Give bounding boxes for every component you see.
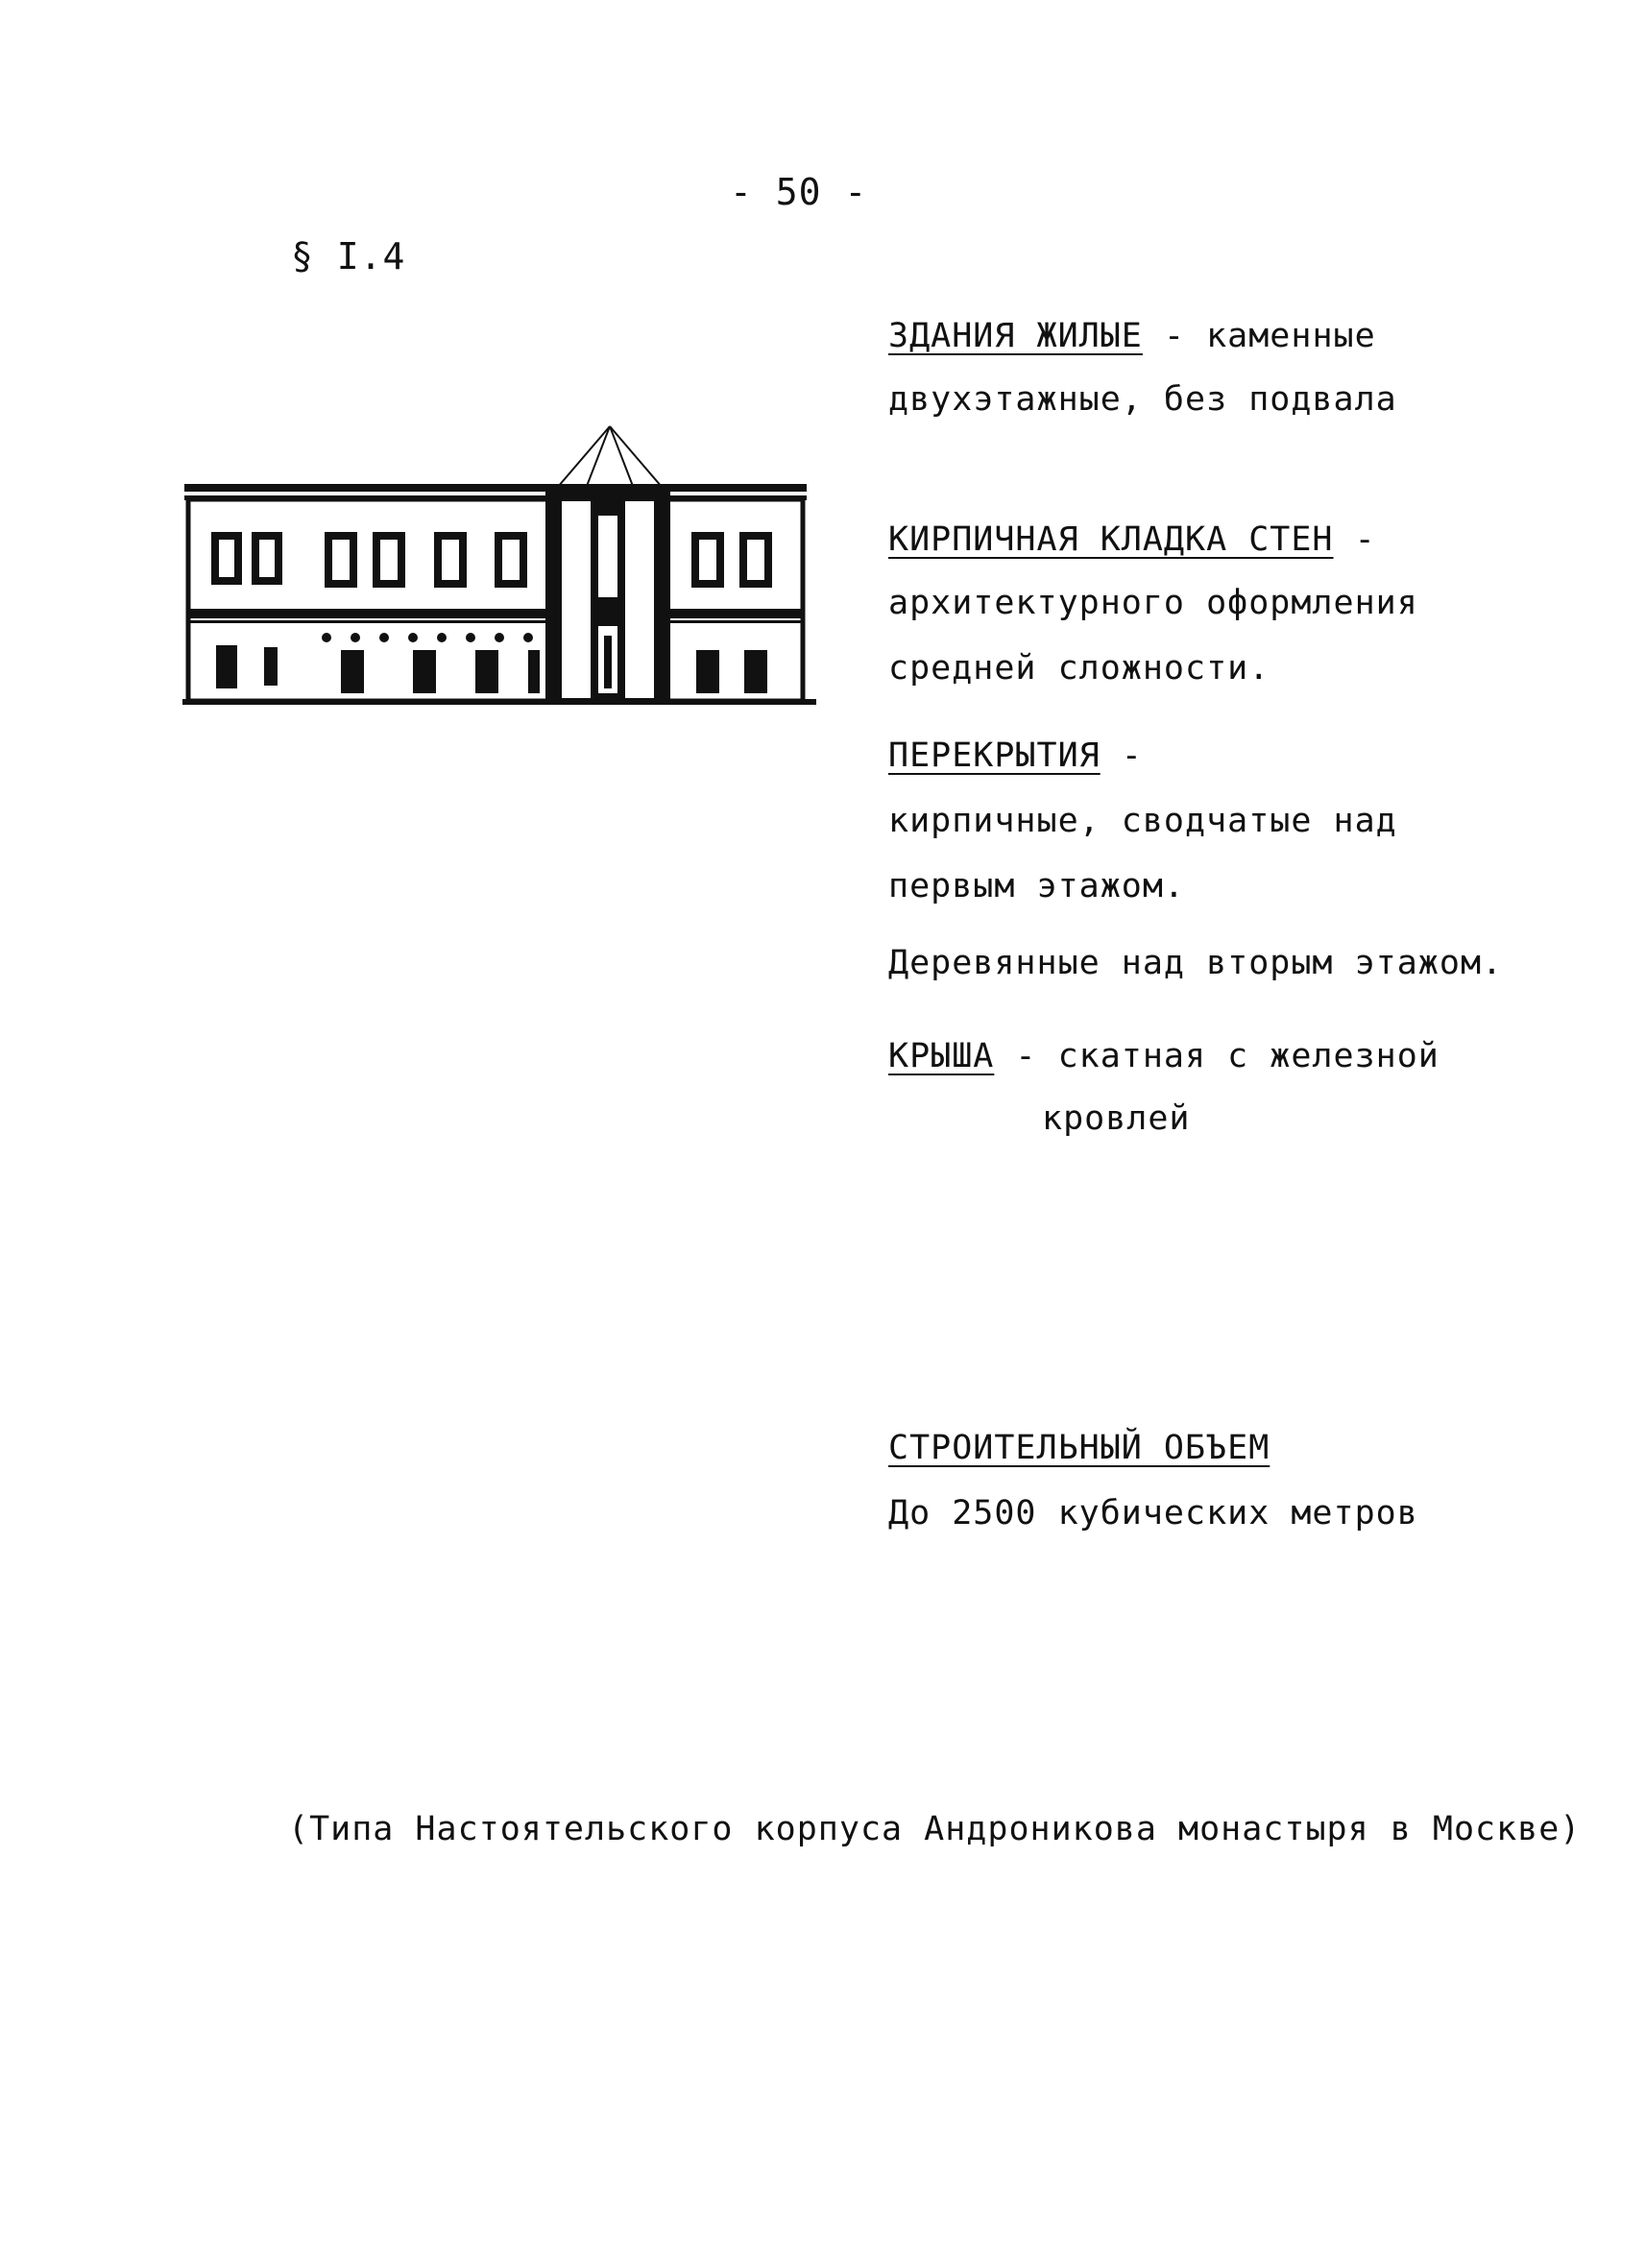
floors-heading: ПЕРЕКРЫТИЯ	[888, 736, 1101, 775]
volume-heading: СТРОИТЕЛЬНЫЙ ОБЪЕМ	[888, 1429, 1270, 1467]
roof-heading: КРЫША	[888, 1037, 995, 1075]
buildings-heading: ЗДАНИЯ ЖИЛЫЕ	[888, 317, 1143, 355]
roof-line-1	[888, 1037, 1439, 1075]
buildings-line-1	[888, 317, 1376, 355]
roof-line-2: кровлей	[1042, 1099, 1191, 1138]
masonry-line-3: средней сложности.	[888, 649, 1270, 688]
roof-description: - скатная с железной	[994, 1037, 1439, 1075]
page-number: - 50 -	[730, 171, 868, 213]
floors-line-1	[888, 736, 1143, 775]
building-facade-illustration	[182, 424, 816, 711]
masonry-line-1	[888, 520, 1376, 559]
floors-line-2: кирпичные, сводчатые над	[888, 802, 1397, 840]
floors-dash: -	[1100, 736, 1143, 775]
volume-line-1	[888, 1429, 1270, 1467]
section-number: § I.4	[291, 235, 406, 277]
floors-line-4: Деревянные над вторым этажом.	[888, 944, 1504, 982]
masonry-line-2: архитектурного оформления	[888, 584, 1418, 622]
caption: (Типа Настоятельского корпуса Андроникова монастыря в Москве)	[288, 1810, 1582, 1848]
masonry-heading: КИРПИЧНАЯ КЛАДКА СТЕН	[888, 520, 1334, 559]
floors-line-3: первым этажом.	[888, 867, 1186, 905]
masonry-dash: -	[1333, 520, 1376, 559]
volume-line-2: До 2500 кубических метров	[888, 1494, 1418, 1532]
buildings-line-2: двухэтажные, без подвала	[888, 380, 1397, 419]
buildings-description: - каменные	[1142, 317, 1376, 355]
